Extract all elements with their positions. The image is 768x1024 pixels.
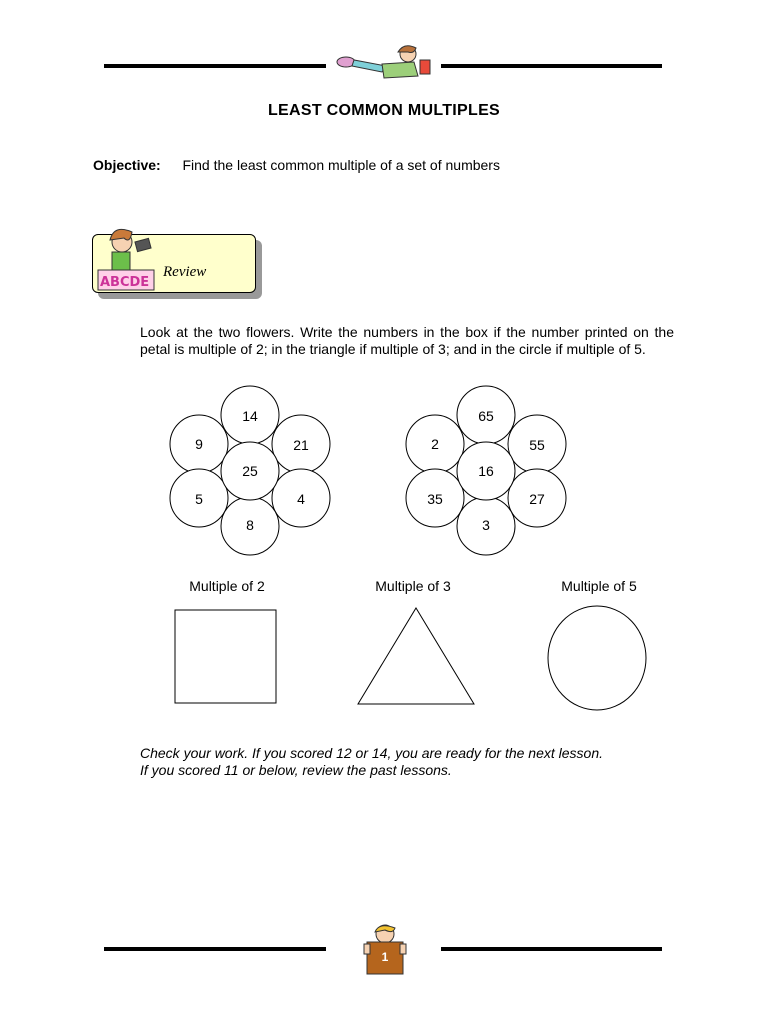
flower2-bottom: 3 [482, 517, 490, 533]
flower2-left-lower: 35 [427, 491, 443, 507]
svg-text:ABCDE: ABCDE [100, 275, 150, 290]
square-label: Multiple of 2 [189, 578, 265, 594]
answer-triangle[interactable] [356, 606, 476, 706]
flower1-right-lower: 4 [297, 491, 305, 507]
flower2-left-upper: 2 [431, 436, 439, 452]
check-line-1: Check your work. If you scored 12 or 14, you are ready for the next lesson. [140, 745, 604, 761]
objective-label: Objective: [93, 157, 161, 173]
check-line-2: If you scored 11 or below, review the past lessons. [140, 762, 452, 778]
flower1-top: 14 [242, 408, 258, 424]
flower2-right-lower: 27 [529, 491, 545, 507]
answer-square[interactable] [174, 609, 278, 705]
answer-circle[interactable] [546, 604, 648, 712]
header-rule-left [104, 64, 326, 68]
footer-rule-left [104, 947, 326, 951]
review-label: Review [163, 264, 207, 280]
flower2-center: 16 [478, 463, 494, 479]
flower1-left-lower: 5 [195, 491, 203, 507]
check-your-work [140, 745, 603, 779]
flower2-right-upper: 55 [529, 437, 545, 453]
flower1-center: 25 [242, 463, 258, 479]
header-rule-right [441, 64, 662, 68]
triangle-label: Multiple of 3 [375, 578, 451, 594]
footer-rule-right [441, 947, 662, 951]
girl-with-tablet-icon [94, 222, 160, 294]
objective-text: Find the least common multiple of a set of numbers [182, 157, 500, 173]
reading-girl-icon [334, 42, 438, 84]
flower2-top: 65 [478, 408, 494, 424]
page-number: 1 [381, 950, 389, 964]
flower1-left-upper: 9 [195, 436, 203, 452]
circle-label: Multiple of 5 [561, 578, 637, 594]
flower1-right-upper: 21 [293, 437, 309, 453]
objective [93, 157, 500, 173]
flower1-bottom: 8 [246, 517, 254, 533]
page-title: LEAST COMMON MULTIPLES [267, 102, 501, 119]
instructions: Look at the two flowers. Write the numbers in the box if the number printed on the petal is multiple of 2; in the triangle if multiple of 3; and in the circle if multiple of 5. [140, 324, 674, 357]
